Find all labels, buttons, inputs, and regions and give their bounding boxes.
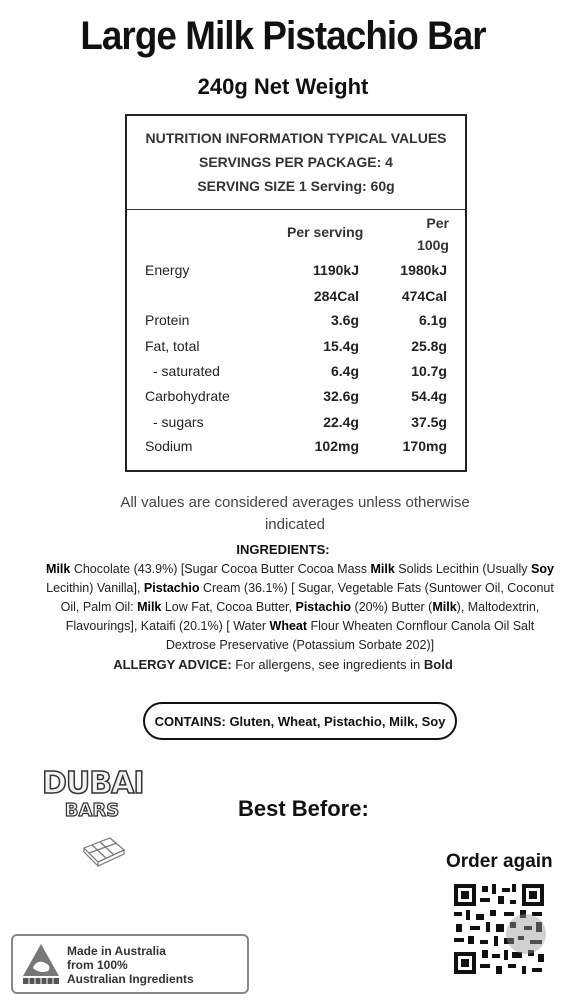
per-serving-value: 3.6g [330, 312, 359, 328]
made-in-line1: Made in Australia [67, 944, 166, 958]
product-title: Large Milk Pistachio Bar [80, 14, 486, 58]
logo-line1: DUBAI [42, 766, 144, 801]
per-100g-value: 10.7g [411, 363, 447, 379]
ingredient-text: (20%) Butter ( [351, 600, 433, 614]
nutrition-row [127, 338, 465, 362]
ingredient-allergen: Pistachio [143, 581, 200, 595]
nutrition-header-line: SERVINGS PER PACKAGE: 4 [199, 154, 393, 170]
nutrition-header [127, 116, 465, 210]
made-in-line2: from 100% [67, 958, 128, 972]
per-100g-value: 474Cal [401, 288, 447, 304]
per-serving-value: 6.4g [330, 363, 359, 379]
ingredient-text: Lecithin) Vanilla], [46, 581, 144, 595]
nutrition-panel [125, 114, 467, 472]
net-weight: 240g Net Weight [197, 74, 369, 99]
qr-code-icon[interactable] [452, 882, 546, 976]
nutrition-header-line: NUTRITION INFORMATION TYPICAL VALUES [145, 130, 447, 146]
nutrient-label: - saturated [153, 363, 220, 379]
allergy-bold-word: Bold [423, 657, 453, 672]
per-100g-value: 170mg [402, 438, 447, 454]
chocolate-bar-icon [80, 834, 128, 868]
nutrient-label: Carbohydrate [145, 388, 230, 404]
col-per-100g [415, 212, 449, 256]
nutrition-row [127, 414, 465, 438]
per-serving-value: 15.4g [323, 338, 359, 354]
logo-line2: BARS [64, 800, 120, 821]
made-in-australia-badge [11, 934, 249, 994]
ingredient-allergen: Milk [46, 562, 71, 576]
col-per-serving: Per serving [287, 224, 364, 240]
col-per-100g-line2: 100g [417, 237, 449, 253]
ingredient-text: Solids Lecithin (Usually [394, 562, 531, 576]
per-100g-value: 37.5g [411, 414, 447, 430]
ingredients-title: INGREDIENTS: [236, 542, 330, 557]
allergy-text: For allergens, see ingredients in [231, 657, 424, 672]
ingredient-allergen: Soy [531, 562, 554, 576]
allergy-label: ALLERGY ADVICE: [113, 657, 232, 672]
nutrient-label: Fat, total [145, 338, 200, 354]
made-in-text [67, 944, 194, 986]
nutrition-row [127, 262, 465, 286]
per-serving-value: 1190kJ [313, 262, 359, 278]
allergy-advice [0, 657, 566, 672]
per-100g-value: 1980kJ [400, 262, 447, 278]
averages-note: All values are considered averages unless otherwise indicated [120, 494, 470, 533]
ingredient-allergen: Milk [432, 600, 457, 614]
nutrient-label: Energy [145, 262, 190, 278]
per-serving-value: 22.4g [323, 414, 359, 430]
ingredient-text: Flour Wheaten Cornflour Canola Oil Salt Dextrose Preservative (Potassium Sorbate 202)] [165, 619, 535, 652]
per-serving-value: 284Cal [313, 288, 359, 304]
ingredient-allergen: Wheat [269, 619, 308, 633]
per-100g-value: 6.1g [418, 312, 447, 328]
ingredient-allergen: Milk [370, 562, 395, 576]
order-again-label: Order again [446, 851, 553, 872]
ingredient-text: ), Maltodextrin, Flavourings], Kataifi (20.1%) [ Water [65, 600, 540, 633]
nutrient-label: Sodium [145, 438, 193, 454]
ingredient-text: Chocolate (43.9%) [Sugar Cocoa Butter Cocoa Mass [70, 562, 371, 576]
nutrition-row [127, 363, 465, 387]
nutrient-label: Protein [145, 312, 190, 328]
nutrition-header-line: SERVING SIZE 1 Serving: 60g [197, 178, 395, 194]
contains-badge: CONTAINS: Gluten, Wheat, Pistachio, Milk, Soy [143, 702, 457, 740]
nutrient-label: - sugars [153, 414, 204, 430]
ingredient-allergen: Milk [137, 600, 162, 614]
col-per-100g-line1: Per [426, 215, 449, 231]
made-in-line3: Australian Ingredients [67, 972, 194, 986]
per-serving-value: 32.6g [323, 388, 359, 404]
per-100g-value: 54.4g [411, 388, 447, 404]
nutrition-row [127, 388, 465, 412]
per-100g-value: 25.8g [411, 338, 447, 354]
ingredient-allergen: Pistachio [295, 600, 352, 614]
ingredient-text: Cream (36.1%) [ Sugar, Vegetable Fats (Suntower Oil, Coconut Oil, Palm Oil: [60, 581, 554, 614]
nutrition-row [127, 288, 465, 312]
nutrition-row [127, 312, 465, 336]
best-before-label: Best Before: [238, 796, 369, 821]
ingredients-text [40, 560, 560, 655]
australia-triangle-icon [21, 942, 61, 986]
per-serving-value: 102mg [314, 438, 359, 454]
nutrition-row [127, 438, 465, 462]
ingredient-text: Low Fat, Cocoa Butter, [161, 600, 296, 614]
